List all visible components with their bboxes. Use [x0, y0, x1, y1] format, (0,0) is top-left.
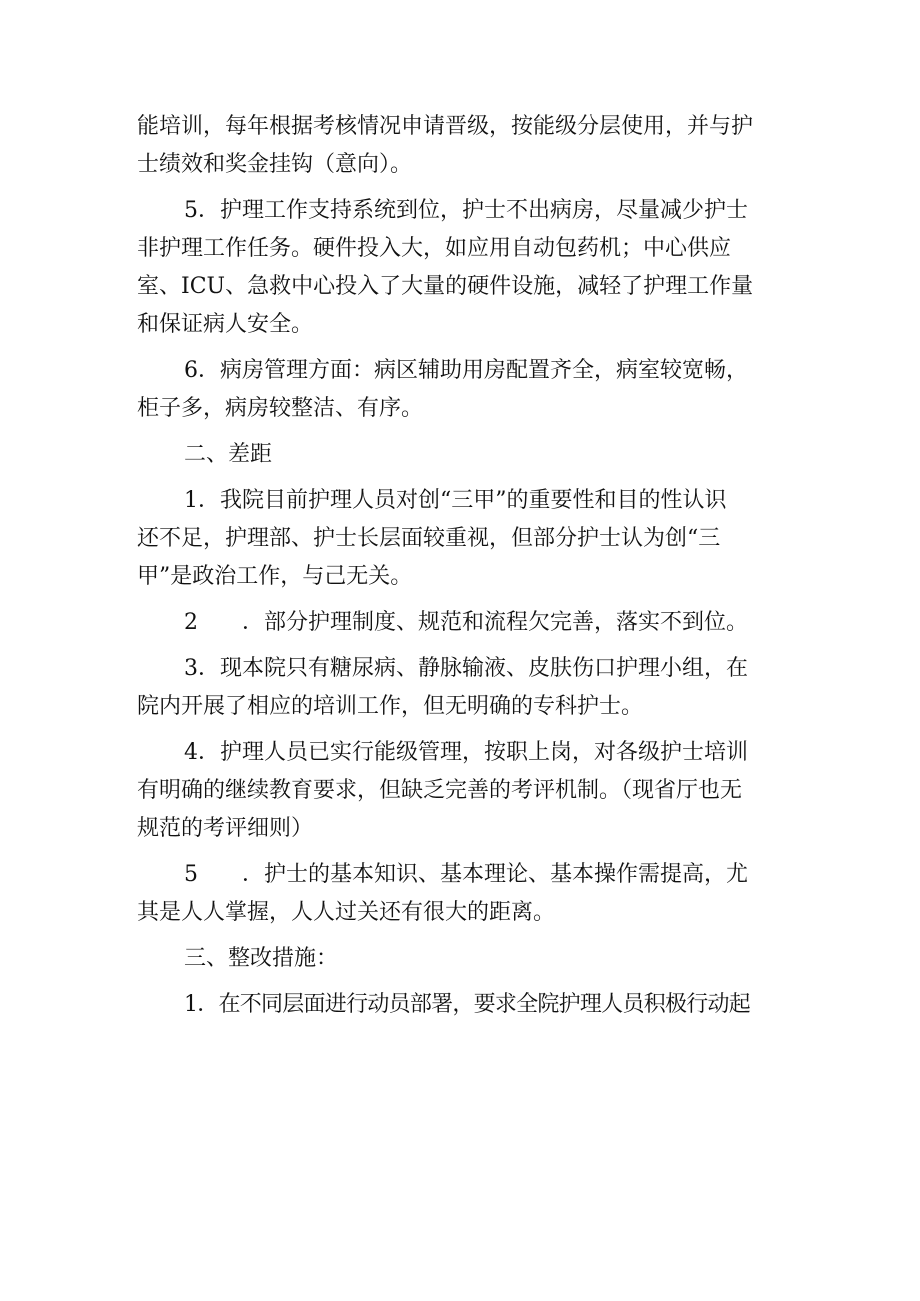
text-line: 其是人人掌握，人人过关还有很大的距离。	[137, 900, 556, 925]
text-line: 能培训，每年根据考核情况申请晋级，按能级分层使用，并与护	[137, 114, 754, 139]
heading-text: 三、整改措施：	[184, 946, 339, 971]
paragraph-continued	[137, 108, 797, 184]
text-line: 甲”是政治工作，与己无关。	[137, 564, 413, 589]
document-body	[137, 108, 797, 1032]
text-line: 6．病房管理方面：病区辅助用房配置齐全，病室较宽畅，	[184, 358, 748, 383]
text-line: 非护理工作任务。硬件投入大，如应用自动包药机；中心供应	[137, 236, 732, 261]
text-line: 和保证病人安全。	[137, 312, 314, 337]
text-line: 1．我院目前护理人员对创“三甲”的重要性和目的性认识	[184, 488, 727, 513]
text-line: 有明确的继续教育要求，但缺乏完善的考评机制。（现省厅也无	[137, 778, 743, 803]
paragraph-measure-1	[137, 986, 797, 1024]
text-line: 1．在不同层面进行动员部署，要求全院护理人员积极行动起	[184, 992, 750, 1017]
text-line: 3．现本院只有糖尿病、静脉输液、皮肤伤口护理小组，在	[184, 656, 748, 681]
paragraph-gap-3	[137, 650, 797, 726]
section-heading-measures	[137, 940, 797, 978]
section-heading-gap	[137, 436, 797, 474]
text-line: 院内开展了相应的培训工作，但无明确的专科护士。	[137, 694, 644, 719]
text-line: 4．护理人员已实行能级管理，按职上岗，对各级护士培训	[184, 740, 748, 765]
text-line: 规范的考评细则）	[137, 816, 314, 841]
text-line: 室、ICU、急救中心投入了大量的硬件设施，减轻了护理工作量	[137, 274, 754, 299]
paragraph-strength-5	[137, 192, 797, 344]
text-line: 柜子多，病房较整洁、有序。	[137, 396, 424, 421]
paragraph-strength-6	[137, 352, 797, 428]
paragraph-gap-1	[137, 482, 797, 596]
text-line: 还不足，护理部、护士长层面较重视，但部分护士认为创“三	[137, 526, 721, 551]
text-line: 士绩效和奖金挂钩（意向）。	[137, 152, 413, 177]
heading-text: 二、差距	[184, 442, 273, 467]
paragraph-gap-4	[137, 734, 797, 848]
text-line: 2 ．部分护理制度、规范和流程欠完善，落实不到位。	[184, 610, 748, 635]
paragraph-gap-5	[137, 856, 797, 932]
text-line: 5．护理工作支持系统到位，护士不出病房，尽量减少护士	[184, 198, 748, 223]
text-line: 5 ．护士的基本知识、基本理论、基本操作需提高，尤	[184, 862, 748, 887]
paragraph-gap-2	[137, 604, 797, 642]
